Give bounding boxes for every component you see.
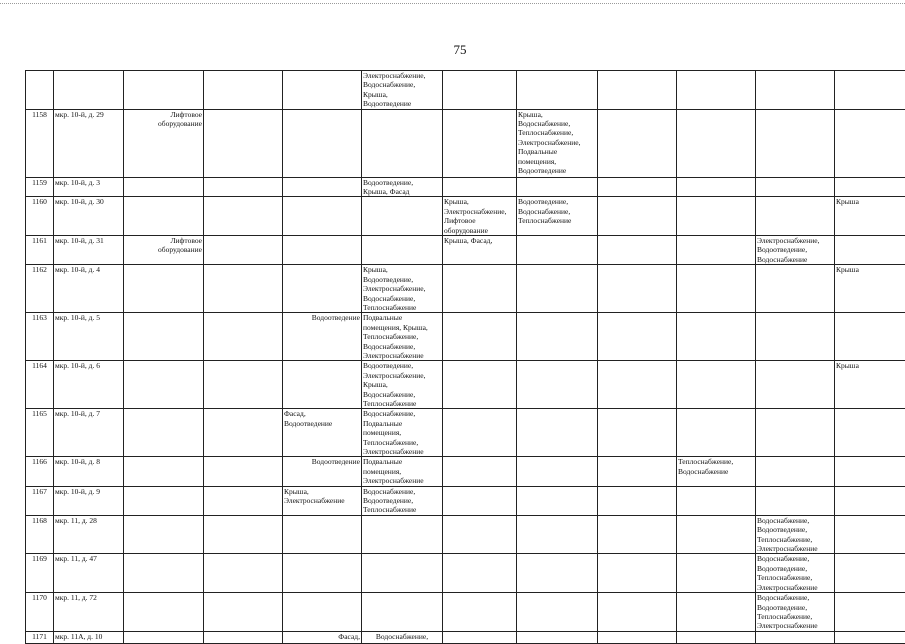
work-type-cell xyxy=(835,515,905,554)
address-cell: мкр. 10-й, д. 8 xyxy=(54,457,124,486)
work-type-cell xyxy=(204,177,283,197)
work-type-cell xyxy=(362,265,443,313)
table-row xyxy=(26,593,905,632)
cell-text: Теплоснабжение, xyxy=(678,457,754,466)
work-type-cell xyxy=(598,71,677,110)
work-type-cell xyxy=(677,631,756,643)
work-type-cell xyxy=(124,409,204,457)
address-cell: мкр. 10-й, д. 30 xyxy=(54,197,124,236)
work-type-cell xyxy=(756,486,835,515)
work-type-cell xyxy=(283,515,362,554)
cell-text: Водоснабжение, xyxy=(757,516,833,525)
work-type-cell xyxy=(443,409,517,457)
work-type-cell xyxy=(677,515,756,554)
work-type-cell xyxy=(517,457,598,486)
row-number-cell: 1159 xyxy=(26,177,54,197)
work-type-cell xyxy=(362,313,443,361)
table-row xyxy=(26,197,905,236)
work-type-cell xyxy=(362,554,443,593)
cell-text: Электроснабжение xyxy=(363,447,441,456)
work-type-cell xyxy=(756,197,835,236)
cell-text: Крыша xyxy=(836,361,904,370)
work-type-cell xyxy=(835,109,905,177)
work-type-cell xyxy=(362,71,443,110)
work-type-cell xyxy=(835,265,905,313)
work-type-cell xyxy=(124,457,204,486)
work-type-cell xyxy=(362,486,443,515)
cell-text: Водоотведение xyxy=(284,457,360,466)
work-type-cell xyxy=(517,177,598,197)
cell-text: оборудование xyxy=(125,119,202,128)
work-type-cell xyxy=(443,313,517,361)
cell-text: оборудование xyxy=(125,245,202,254)
cell-text: Крыша xyxy=(836,197,904,206)
work-type-cell xyxy=(443,631,517,643)
cell-text: Водоотведение xyxy=(518,166,596,175)
address-cell: мкр. 10-й, д. 6 xyxy=(54,361,124,409)
work-type-cell xyxy=(362,409,443,457)
work-type-cell xyxy=(517,197,598,236)
cell-text: Водоотведение, xyxy=(363,178,441,187)
work-type-cell xyxy=(124,361,204,409)
row-number-cell: 1162 xyxy=(26,265,54,313)
work-type-cell xyxy=(517,265,598,313)
cell-text: Теплоснабжение xyxy=(363,505,441,514)
work-type-cell xyxy=(517,109,598,177)
table-row xyxy=(26,361,905,409)
work-type-cell xyxy=(443,236,517,265)
work-type-cell xyxy=(598,593,677,632)
cell-text: Подвальные xyxy=(518,147,596,156)
work-type-cell xyxy=(677,71,756,110)
row-number-cell: 1171 xyxy=(26,631,54,643)
work-type-cell xyxy=(283,457,362,486)
cell-text: Электроснабжение, xyxy=(757,236,833,245)
work-type-cell xyxy=(283,486,362,515)
work-type-cell xyxy=(362,109,443,177)
cell-text: Водоснабжение, xyxy=(518,207,596,216)
cell-text: Теплоснабжение xyxy=(363,399,441,408)
work-type-cell xyxy=(204,593,283,632)
work-type-cell xyxy=(517,409,598,457)
address-cell: мкр. 10-й, д. 9 xyxy=(54,486,124,515)
work-type-cell xyxy=(283,361,362,409)
cell-text: помещения, xyxy=(518,157,596,166)
cell-text: Водоснабжение, xyxy=(363,80,441,89)
work-type-cell xyxy=(124,515,204,554)
cell-text: Водоотведение, xyxy=(518,197,596,206)
page-number: 75 xyxy=(0,42,905,58)
cell-text: Электроснабжение xyxy=(363,351,441,360)
cell-text: Электроснабжение xyxy=(757,621,833,630)
cell-text: Теплоснабжение, xyxy=(757,573,833,582)
work-type-cell xyxy=(835,409,905,457)
cell-text: Крыша, xyxy=(363,90,441,99)
work-type-cell xyxy=(517,71,598,110)
work-type-cell xyxy=(362,361,443,409)
cell-text: Теплоснабжение, xyxy=(363,332,441,341)
work-type-cell xyxy=(124,197,204,236)
work-type-cell xyxy=(756,236,835,265)
work-type-cell xyxy=(283,236,362,265)
table-row xyxy=(26,554,905,593)
table-row xyxy=(26,71,905,110)
work-type-cell xyxy=(517,593,598,632)
work-type-cell xyxy=(677,177,756,197)
address-cell: мкр. 10-й, д. 29 xyxy=(54,109,124,177)
row-number-cell: 1170 xyxy=(26,593,54,632)
work-type-cell xyxy=(283,554,362,593)
work-type-cell xyxy=(517,486,598,515)
work-type-cell xyxy=(835,313,905,361)
repair-schedule-table xyxy=(25,70,905,644)
work-type-cell xyxy=(204,71,283,110)
work-type-cell xyxy=(598,236,677,265)
work-type-cell xyxy=(283,197,362,236)
work-type-cell xyxy=(598,554,677,593)
work-type-cell xyxy=(835,177,905,197)
work-type-cell xyxy=(204,554,283,593)
cell-text: Водоснабжение, xyxy=(363,487,441,496)
work-type-cell xyxy=(598,109,677,177)
work-type-cell xyxy=(443,197,517,236)
work-type-cell xyxy=(124,177,204,197)
work-type-cell xyxy=(124,236,204,265)
work-type-cell xyxy=(677,593,756,632)
work-type-cell xyxy=(204,265,283,313)
cell-text: помещения, xyxy=(363,428,441,437)
work-type-cell xyxy=(517,361,598,409)
address-cell: мкр. 11, д. 72 xyxy=(54,593,124,632)
cell-text: Крыша, xyxy=(444,197,515,206)
work-type-cell xyxy=(835,554,905,593)
work-type-cell xyxy=(677,361,756,409)
work-type-cell xyxy=(677,457,756,486)
work-type-cell xyxy=(283,593,362,632)
cell-text: Электроснабжение, xyxy=(444,207,515,216)
address-cell: мкр. 11А, д. 10 xyxy=(54,631,124,643)
cell-text: Водоотведение, xyxy=(757,245,833,254)
cell-text: Теплоснабжение xyxy=(518,216,596,225)
cell-text: Водоотведение xyxy=(284,419,360,428)
work-type-cell xyxy=(362,197,443,236)
work-type-cell xyxy=(124,71,204,110)
work-type-cell xyxy=(756,177,835,197)
cell-text: Крыша xyxy=(836,265,904,274)
cell-text: Электроснабжение xyxy=(757,544,833,553)
work-type-cell xyxy=(598,631,677,643)
row-number-cell: 1168 xyxy=(26,515,54,554)
cell-text: Лифтовое xyxy=(125,110,202,119)
work-type-cell xyxy=(677,554,756,593)
cell-text: Крыша, xyxy=(284,487,360,496)
work-type-cell xyxy=(677,486,756,515)
work-type-cell xyxy=(124,554,204,593)
address-cell: мкр. 11, д. 28 xyxy=(54,515,124,554)
work-type-cell xyxy=(677,236,756,265)
table-row xyxy=(26,265,905,313)
row-number-cell: 1163 xyxy=(26,313,54,361)
cell-text: Водоотведение, xyxy=(363,496,441,505)
cell-text: Подвальные xyxy=(363,457,441,466)
work-type-cell xyxy=(677,109,756,177)
cell-text: оборудование xyxy=(444,226,515,235)
work-type-cell xyxy=(756,515,835,554)
cell-text: Электроснабжение xyxy=(284,496,360,505)
work-type-cell xyxy=(204,361,283,409)
work-type-cell xyxy=(204,313,283,361)
cell-text: Водоотведение, xyxy=(363,361,441,370)
work-type-cell xyxy=(443,109,517,177)
work-type-cell xyxy=(835,486,905,515)
cell-text: Водоснабжение, xyxy=(518,119,596,128)
cell-text: Электроснабжение, xyxy=(363,371,441,380)
work-type-cell xyxy=(362,515,443,554)
work-type-cell xyxy=(835,197,905,236)
cell-text: Водоотведение, xyxy=(757,564,833,573)
work-type-cell xyxy=(204,515,283,554)
work-type-cell xyxy=(124,313,204,361)
cell-text: Лифтовое xyxy=(444,216,515,225)
work-type-cell xyxy=(443,457,517,486)
cell-text: Подвальные xyxy=(363,313,441,322)
work-type-cell xyxy=(598,177,677,197)
work-type-cell xyxy=(756,109,835,177)
work-type-cell xyxy=(677,313,756,361)
work-type-cell xyxy=(283,313,362,361)
table-row xyxy=(26,177,905,197)
work-type-cell xyxy=(283,409,362,457)
work-type-cell xyxy=(835,71,905,110)
cell-text: Водоснабжение, xyxy=(757,554,833,563)
row-number-cell: 1167 xyxy=(26,486,54,515)
work-type-cell xyxy=(124,486,204,515)
work-type-cell xyxy=(598,361,677,409)
cell-text: Фасад, xyxy=(284,632,360,641)
work-type-cell xyxy=(362,236,443,265)
work-type-cell xyxy=(517,631,598,643)
table-row xyxy=(26,236,905,265)
address-cell: мкр. 10-й, д. 3 xyxy=(54,177,124,197)
work-type-cell xyxy=(443,177,517,197)
work-type-cell xyxy=(598,515,677,554)
row-number-cell: 1165 xyxy=(26,409,54,457)
work-type-cell xyxy=(124,593,204,632)
work-type-cell xyxy=(677,409,756,457)
row-number-cell: 1161 xyxy=(26,236,54,265)
work-type-cell xyxy=(677,197,756,236)
work-type-cell xyxy=(204,631,283,643)
cell-text: Теплоснабжение, xyxy=(757,612,833,621)
work-type-cell xyxy=(443,515,517,554)
cell-text: Водоснабжение, xyxy=(757,593,833,602)
row-number-cell xyxy=(26,71,54,110)
work-type-cell xyxy=(598,197,677,236)
work-type-cell xyxy=(835,631,905,643)
work-type-cell xyxy=(124,265,204,313)
cell-text: Водоотведение, xyxy=(363,275,441,284)
work-type-cell xyxy=(443,265,517,313)
cell-text: Электроснабжение xyxy=(363,476,441,485)
cell-text: Теплоснабжение, xyxy=(757,535,833,544)
address-cell: мкр. 10-й, д. 4 xyxy=(54,265,124,313)
work-type-cell xyxy=(756,593,835,632)
work-type-cell xyxy=(835,361,905,409)
work-type-cell xyxy=(204,409,283,457)
cell-text: Водоснабжение xyxy=(678,467,754,476)
work-type-cell xyxy=(443,554,517,593)
work-type-cell xyxy=(517,236,598,265)
work-type-cell xyxy=(598,313,677,361)
work-type-cell xyxy=(283,631,362,643)
work-type-cell xyxy=(204,197,283,236)
cell-text: Подвальные xyxy=(363,419,441,428)
work-type-cell xyxy=(283,71,362,110)
work-type-cell xyxy=(362,593,443,632)
work-type-cell xyxy=(362,631,443,643)
cell-text: Электроснабжение, xyxy=(518,138,596,147)
work-type-cell xyxy=(443,593,517,632)
cell-text: Теплоснабжение, xyxy=(518,128,596,137)
cell-text: Лифтовое xyxy=(125,236,202,245)
cell-text: Водоотведение, xyxy=(757,525,833,534)
work-type-cell xyxy=(443,361,517,409)
row-number-cell: 1160 xyxy=(26,197,54,236)
work-type-cell xyxy=(756,361,835,409)
cell-text: Крыша, xyxy=(518,110,596,119)
work-type-cell xyxy=(517,313,598,361)
cell-text: Водоотведение xyxy=(363,99,441,108)
table-row xyxy=(26,486,905,515)
address-cell: мкр. 11, д. 47 xyxy=(54,554,124,593)
work-type-cell xyxy=(443,71,517,110)
work-type-cell xyxy=(443,486,517,515)
work-type-cell xyxy=(756,457,835,486)
work-type-cell xyxy=(835,593,905,632)
cell-text: Водоснабжение, xyxy=(363,390,441,399)
work-type-cell xyxy=(124,631,204,643)
cell-text: Электроснабжение, xyxy=(363,71,441,80)
cell-text: Крыша, xyxy=(363,265,441,274)
work-type-cell xyxy=(598,265,677,313)
work-type-cell xyxy=(124,109,204,177)
cell-text: Крыша, Фасад, xyxy=(444,236,515,245)
table-row xyxy=(26,457,905,486)
cell-text: Водоснабжение, xyxy=(363,294,441,303)
work-type-cell xyxy=(756,409,835,457)
work-type-cell xyxy=(362,177,443,197)
work-type-cell xyxy=(283,109,362,177)
table-row xyxy=(26,109,905,177)
address-cell xyxy=(54,71,124,110)
work-type-cell xyxy=(204,109,283,177)
cell-text: Водоснабжение, xyxy=(363,632,441,641)
address-cell: мкр. 10-й, д. 5 xyxy=(54,313,124,361)
cell-text: Водоснабжение, xyxy=(363,342,441,351)
work-type-cell xyxy=(204,457,283,486)
work-type-cell xyxy=(283,177,362,197)
work-type-cell xyxy=(517,554,598,593)
work-type-cell xyxy=(756,554,835,593)
table-row xyxy=(26,631,905,643)
cell-text: Водоснабжение xyxy=(757,255,833,264)
address-cell: мкр. 10-й, д. 7 xyxy=(54,409,124,457)
work-type-cell xyxy=(598,486,677,515)
row-number-cell: 1169 xyxy=(26,554,54,593)
cell-text: Фасад, xyxy=(284,409,360,418)
row-number-cell: 1166 xyxy=(26,457,54,486)
row-number-cell: 1164 xyxy=(26,361,54,409)
cell-text: Электроснабжение, xyxy=(363,284,441,293)
cell-text: Водоотведение, xyxy=(757,603,833,612)
table-row xyxy=(26,515,905,554)
cell-text: Водоснабжение, xyxy=(363,409,441,418)
cell-text: Крыша, Фасад xyxy=(363,187,441,196)
work-type-cell xyxy=(756,71,835,110)
row-number-cell: 1158 xyxy=(26,109,54,177)
work-type-cell xyxy=(204,486,283,515)
cell-text: Теплоснабжение xyxy=(363,303,441,312)
page-top-border xyxy=(0,3,905,4)
work-type-cell xyxy=(756,265,835,313)
work-type-cell xyxy=(283,265,362,313)
table-row xyxy=(26,409,905,457)
cell-text: Электроснабжение xyxy=(757,583,833,592)
work-type-cell xyxy=(517,515,598,554)
cell-text: Теплоснабжение, xyxy=(363,438,441,447)
cell-text: Водоотведение xyxy=(284,313,360,322)
cell-text: Крыша, xyxy=(363,380,441,389)
work-type-cell xyxy=(204,236,283,265)
work-type-cell xyxy=(835,457,905,486)
work-type-cell xyxy=(677,265,756,313)
table-row xyxy=(26,313,905,361)
work-type-cell xyxy=(362,457,443,486)
work-type-cell xyxy=(598,457,677,486)
work-type-cell xyxy=(756,631,835,643)
work-type-cell xyxy=(598,409,677,457)
address-cell: мкр. 10-й, д. 31 xyxy=(54,236,124,265)
work-type-cell xyxy=(835,236,905,265)
cell-text: помещения, xyxy=(363,467,441,476)
work-type-cell xyxy=(756,313,835,361)
cell-text: помещения, Крыша, xyxy=(363,323,441,332)
